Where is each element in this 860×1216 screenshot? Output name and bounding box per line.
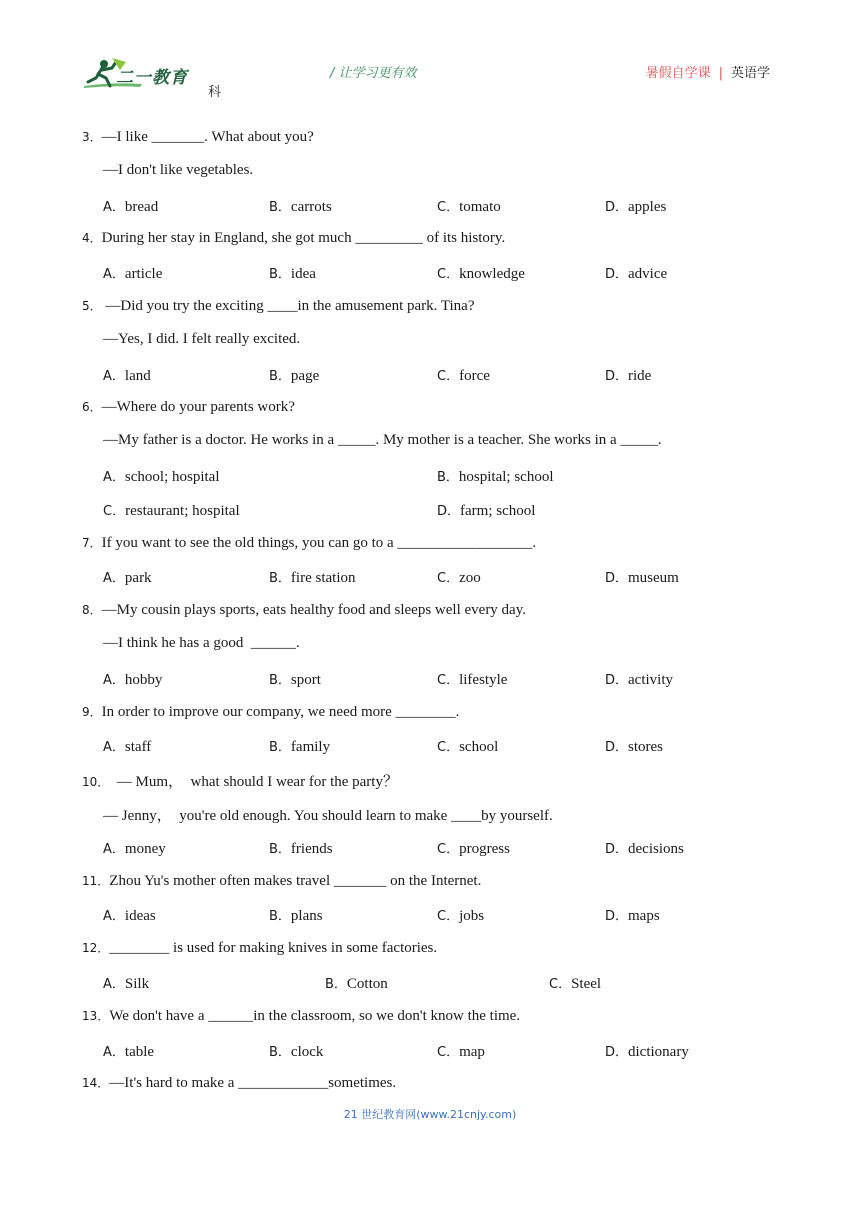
option-text: idea [290,266,316,283]
answer-option[interactable] [269,905,323,925]
question-stem [82,297,475,315]
question-text: — Mum， what should I wear for the party？ [109,774,398,791]
option-label: A． [103,672,125,688]
question-text: ________ is used for making knives in some factories. [109,940,438,957]
question-stem [82,770,398,791]
course-title: 暑假自学课 [645,66,711,81]
option-text: Silk [124,976,150,992]
option-label: C． [437,368,460,384]
option-text: lifestyle [459,671,508,688]
subject-suffix: 科 [208,85,222,100]
option-text: clock [290,1043,324,1060]
option-text: activity [628,671,674,688]
question-text: In order to improve our company, we need more ________. [101,703,460,720]
answer-option[interactable] [605,196,666,216]
answer-option[interactable] [269,736,330,756]
option-label: C． [437,841,460,857]
answer-option[interactable] [437,905,484,925]
question-number: 11． [82,873,110,888]
option-label: B． [269,1044,291,1060]
slogan: / 让学习更有效 [330,66,417,81]
option-label: D． [605,672,629,688]
answer-option[interactable] [269,838,333,858]
option-text: maps [628,908,660,925]
answer-option[interactable] [103,196,158,216]
option-text: school [459,739,499,756]
question-stem [82,872,481,890]
option-label: C． [437,199,460,215]
question-number: 9． [82,704,102,719]
option-text: plans [290,908,323,925]
option-text: force [459,367,490,384]
option-label: D． [605,841,629,857]
option-text: hospital; school [458,469,554,485]
option-text: zoo [459,570,481,587]
option-text: map [459,1043,485,1060]
answer-option[interactable] [437,1041,485,1061]
option-text: museum [628,570,679,587]
question-text: —I like _______. What about you? [101,129,314,145]
option-label: C． [437,1044,460,1060]
question-number: 8． [82,603,102,618]
option-text: jobs [459,908,485,925]
question-text: —Where do your parents work? [101,399,295,416]
option-label: D． [605,740,629,756]
option-label: D． [605,1044,629,1060]
course-info [646,62,770,81]
option-label: A． [103,740,125,756]
question-text: —It's hard to make a ____________sometimes. [109,1075,397,1092]
option-label: A． [103,368,125,384]
question-stem [82,703,459,721]
option-label: B． [269,672,291,688]
option-label: A． [103,571,125,587]
answer-option[interactable] [269,567,356,587]
option-label: C． [437,909,460,925]
option-text: carrots [290,198,332,215]
option-text: school; hospital [124,469,220,485]
question-number: 3． [82,130,102,144]
answer-option[interactable] [103,973,149,993]
option-text: apples [628,198,667,215]
option-label: B． [269,740,291,756]
question-number: 5． [82,299,102,313]
question-text: —Did you try the exciting ____in the amusement park. Tina? [101,298,475,314]
answer-option[interactable] [103,736,151,756]
answer-option[interactable] [325,973,388,993]
option-text: progress [459,840,510,857]
question-text: Zhou Yu's mother often makes travel _______ on the Internet. [109,872,482,889]
option-text: page [290,367,320,384]
answer-option[interactable] [605,736,663,756]
option-label: C． [549,977,572,992]
answer-option[interactable] [103,466,219,486]
answer-option[interactable] [103,263,162,283]
option-text: money [124,840,166,857]
question-text: —My cousin plays sports, eats healthy food and sleeps well every day. [101,602,526,619]
answer-option[interactable] [269,1041,323,1061]
option-label: B． [269,199,291,215]
option-text: advice [628,266,668,283]
answer-option[interactable] [437,196,501,216]
option-label: D． [605,909,629,925]
answer-option[interactable] [605,263,667,283]
option-text: restaurant; hospital [125,502,240,519]
answer-option[interactable] [605,567,679,587]
answer-option[interactable] [269,263,316,283]
option-label: A． [103,470,125,485]
option-text: family [290,739,331,756]
option-label: B． [269,841,291,857]
option-text: decisions [628,840,684,857]
answer-option[interactable] [437,466,554,486]
option-label: D． [437,503,461,519]
answer-option[interactable] [605,838,684,858]
option-text: sport [290,671,321,688]
option-text: hobby [124,671,163,688]
header-separator: | [718,66,723,81]
answer-option[interactable] [605,905,660,925]
question-number: 10． [82,775,110,790]
question-number: 12． [82,941,110,956]
option-label: D． [605,571,629,587]
question-stem [82,601,526,619]
answer-option[interactable] [549,973,601,993]
option-label: D． [605,267,629,283]
option-text: stores [628,739,664,756]
answer-option[interactable] [103,1041,154,1061]
option-text: ideas [124,908,156,925]
answer-option[interactable] [103,365,151,385]
option-text: fire station [290,570,356,587]
question-number: 7． [82,535,102,550]
answer-option[interactable] [437,736,498,756]
question-text: During her stay in England, she got much _________ of its history. [101,230,506,247]
option-label: A． [103,199,125,215]
answer-option[interactable] [605,1041,689,1061]
option-text: Steel [571,976,602,992]
option-text: farm; school [460,502,536,519]
option-text: park [124,570,152,587]
answer-option[interactable] [269,365,319,385]
option-label: C． [437,267,460,283]
answer-option[interactable] [103,500,240,520]
option-label: D． [605,199,629,215]
option-text: ride [628,367,652,384]
answer-option[interactable] [437,263,525,283]
option-text: bread [124,198,159,215]
logo-text: 二一教育 [116,68,188,88]
option-label: C． [437,571,460,587]
option-label: C． [437,672,460,688]
question-stem [82,398,295,416]
question-number: 14． [82,1076,110,1091]
question-number: 13． [82,1008,110,1023]
option-label: A． [103,977,125,992]
answer-option[interactable] [437,567,481,587]
question-stem [82,128,314,146]
question-number: 4． [82,231,102,246]
page-header [0,0,860,110]
option-label: D． [605,368,629,384]
option-label: B． [269,368,291,384]
answer-option[interactable] [605,669,673,689]
answer-option[interactable] [605,365,651,385]
option-text: friends [290,840,333,857]
question-stem [82,1074,396,1092]
question-text: If you want to see the old things, you can go to a __________________. [101,534,537,551]
question-stem [82,534,536,552]
option-label: B． [437,470,459,485]
option-label: A． [103,267,125,283]
question-number: 6． [82,400,102,415]
option-text: table [124,1043,155,1060]
option-label: B． [269,571,291,587]
answer-option[interactable] [437,669,507,689]
option-text: Cotton [346,976,388,992]
dialogue-line: —I think he has a good ______. [103,635,300,651]
answer-option[interactable] [437,365,490,385]
option-text: tomato [459,198,501,215]
question-text: We don't have a ______in the classroom, so we don't know the time. [109,1007,521,1024]
dialogue-line: —My father is a doctor. He works in a _____. My mother is a teacher. She works in a _____. [103,432,662,449]
option-label: B． [269,267,291,283]
answer-option[interactable] [103,669,162,689]
subject-title: 英语学 [730,66,770,81]
answer-option[interactable] [269,196,332,216]
footer-source: 21 世纪教育网(www.21cnjy.com) [343,1108,517,1121]
option-text: staff [124,739,152,756]
answer-option[interactable] [103,567,152,587]
question-stem [82,229,505,247]
question-stem [82,1007,520,1025]
question-stem [82,939,437,957]
dialogue-line: —Yes, I did. I felt really excited. [103,330,301,347]
answer-option[interactable] [437,500,535,520]
answer-option[interactable] [269,669,321,689]
option-label: B． [269,909,291,925]
option-label: B． [325,977,347,992]
option-text: knowledge [459,266,525,283]
option-text: article [124,266,163,283]
answer-option[interactable] [103,838,166,858]
option-label: C． [103,503,126,519]
option-text: dictionary [628,1043,689,1060]
option-text: land [124,367,151,384]
option-label: C． [437,740,460,756]
dialogue-line: — Jenny， you're old enough. You should learn to make ____by yourself. [103,808,553,824]
answer-option[interactable] [103,905,156,925]
option-label: A． [103,1044,125,1060]
answer-option[interactable] [437,838,510,858]
option-label: A． [103,841,125,857]
option-label: A． [103,909,125,925]
dialogue-line: —I don't like vegetables. [103,161,254,178]
